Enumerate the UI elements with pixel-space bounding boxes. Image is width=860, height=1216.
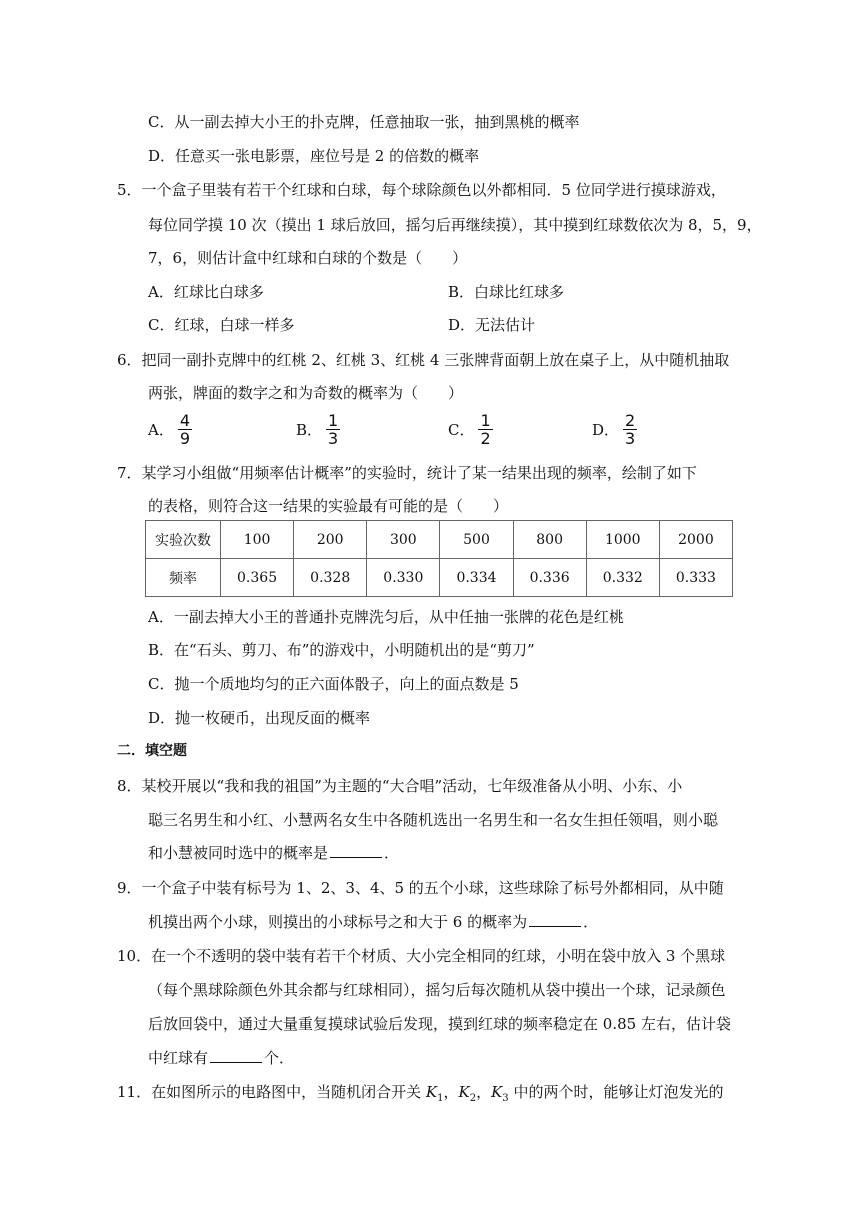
q4-option-c: C．从一副去掉大小王的扑克牌，任意抽取一张，抽到黑桃的概率 — [148, 113, 580, 131]
q9-stem-line2 — [148, 912, 598, 932]
q8-stem-line2: 聪三名男生和小红、小慧两名女生中各随机选出一名男生和一名女生担任领唱，则小聪 — [148, 811, 719, 829]
q8-stem-line3 — [148, 843, 399, 863]
fraction — [478, 412, 492, 447]
answer-blank[interactable] — [330, 843, 382, 858]
fraction-denominator: 3 — [328, 429, 339, 448]
q5-stem-line1: 5．一个盒子里装有若干个红球和白球，每个球除颜色以外都相同．5 位同学进行摸球游戏， — [117, 181, 726, 199]
q10-stem-line1: 10．在一个不透明的袋中装有若干个材质、大小完全相同的红球，小明在袋中放入 3 个黑球 — [117, 947, 726, 965]
q7-option-b: B．在“石头、剪刀、布”的游戏中，小明随机出的是“剪刀” — [148, 641, 535, 659]
q8-line3-end: ． — [384, 844, 400, 862]
table-cell: 2000 — [659, 521, 732, 559]
q5-stem-line3: 7，6，则估计盒中红球和白球的个数是（ ） — [148, 249, 468, 267]
fraction-numerator: 4 — [179, 411, 191, 430]
q5-option-d: D．无法估计 — [448, 316, 536, 334]
q9-line2-text: 机摸出两个小球，则摸出的小球标号之和大于 6 的概率为 — [148, 913, 528, 931]
table-cell: 0.336 — [513, 559, 586, 597]
q5-stem-line2: 每位同学摸 10 次（摸出 1 球后放回，摇匀后再继续摸），其中摸到红球数依次为 8，5，9， — [148, 216, 762, 234]
table-cell: 0.365 — [221, 559, 294, 597]
q5-option-c: C．红球，白球一样多 — [148, 316, 295, 334]
q10-stem-line2: （每个黑球除颜色外其余都与红球相同），摇匀后每次随机从袋中摸出一个球，记录颜色 — [148, 981, 726, 999]
q5-option-a: A．红球比白球多 — [148, 283, 264, 301]
fraction-numerator: 1 — [480, 411, 491, 430]
table-cell: 300 — [367, 521, 440, 559]
switch-subscript: 3 — [502, 1093, 509, 1104]
table-cell: 0.330 — [367, 559, 440, 597]
table-row-trials — [146, 521, 733, 559]
table-cell: 500 — [440, 521, 513, 559]
q6-stem-line2: 两张，牌面的数字之和为奇数的概率为（ ） — [148, 384, 464, 402]
q6-option-d-label: D． — [592, 421, 620, 439]
fraction — [178, 412, 192, 447]
q8-line3-text: 和小慧被同时选中的概率是 — [148, 844, 329, 862]
q9-stem-line1: 9．一个盒子中装有标号为 1、2、3、4、5 的五个小球，这些球除了标号外都相同，从中随 — [117, 879, 724, 897]
fraction-denominator: 2 — [480, 429, 491, 448]
table-cell: 100 — [221, 521, 294, 559]
table-cell: 1000 — [586, 521, 659, 559]
switch-k-symbol: K — [458, 1083, 470, 1101]
switch-k-symbol: K — [491, 1083, 503, 1101]
q6-option-a — [148, 412, 192, 447]
table-cell: 200 — [294, 521, 367, 559]
table-header-trials: 实验次数 — [146, 521, 221, 559]
q10-stem-line3: 后放回袋中，通过大量重复摸球试验后发现，摸到红球的频率稳定在 0.85 左右，估计袋 — [148, 1015, 731, 1033]
q11-stem-line1 — [117, 1082, 723, 1109]
separator: ， — [476, 1083, 492, 1101]
switch-subscript: 2 — [469, 1093, 477, 1104]
q7-stem-line2: 的表格，则符合这一结果的实验最有可能的是（ ） — [148, 497, 509, 515]
table-header-frequency: 频率 — [146, 559, 221, 597]
q6-option-b-label: B． — [296, 421, 323, 439]
switch-subscript: 1 — [437, 1093, 444, 1104]
table-cell: 0.333 — [659, 559, 732, 597]
switch-k-symbol: K — [425, 1083, 438, 1101]
table-cell: 800 — [513, 521, 586, 559]
answer-blank[interactable] — [210, 1048, 262, 1063]
table-row-frequency — [146, 559, 733, 597]
q7-stem-line1: 7．某学习小组做“用频率估计概率”的实验时，统计了某一结果出现的频率，绘制了如下 — [117, 464, 697, 482]
fraction-denominator: 9 — [179, 429, 191, 448]
q8-stem-line1: 8．某校开展以“我和我的祖国”为主题的“大合唱”活动，七年级准备从小明、小东、小 — [117, 777, 683, 795]
q6-stem-line1: 6．把同一副扑克牌中的红桃 2、红桃 3、红桃 4 三张牌背面朝上放在桌子上，从中随机抽取 — [117, 351, 730, 369]
q6-option-c-label: C． — [448, 421, 475, 439]
q7-option-d: D．抛一枚硬币，出现反面的概率 — [148, 709, 371, 727]
section-title: 二．填空题 — [117, 743, 187, 759]
table-cell: 0.332 — [586, 559, 659, 597]
q6-option-b — [296, 412, 340, 447]
q4-option-d: D．任意买一张电影票，座位号是 2 的倍数的概率 — [148, 147, 480, 165]
fraction — [623, 412, 637, 447]
fraction-numerator: 2 — [625, 411, 636, 430]
q6-option-d — [592, 412, 637, 447]
q10-line4-end: 个． — [264, 1049, 295, 1067]
q5-option-b: B．白球比红球多 — [448, 283, 565, 301]
q7-option-a: A．一副去掉大小王的普通扑克牌洗匀后，从中任抽一张牌的花色是红桃 — [148, 608, 624, 626]
fraction-numerator: 1 — [328, 411, 339, 430]
q9-line2-end: ． — [583, 913, 599, 931]
q11-line1-end: 中的两个时，能够让灯泡发光的 — [508, 1083, 724, 1101]
table-cell: 0.334 — [440, 559, 513, 597]
table-cell: 0.328 — [294, 559, 367, 597]
q10-stem-line4 — [148, 1048, 294, 1068]
separator: ， — [443, 1083, 459, 1101]
answer-blank[interactable] — [529, 912, 581, 927]
q6-option-c — [448, 412, 493, 447]
fraction — [326, 412, 340, 447]
frequency-table — [145, 520, 733, 597]
q10-line4-text: 中红球有 — [148, 1049, 209, 1067]
q6-option-a-label: A． — [148, 421, 174, 439]
q11-line1-text: 11．在如图所示的电路图中，当随机闭合开关 — [117, 1083, 426, 1101]
q7-option-c: C．抛一个质地均匀的正六面体骰子，向上的面点数是 5 — [148, 675, 519, 693]
fraction-denominator: 3 — [625, 429, 636, 448]
